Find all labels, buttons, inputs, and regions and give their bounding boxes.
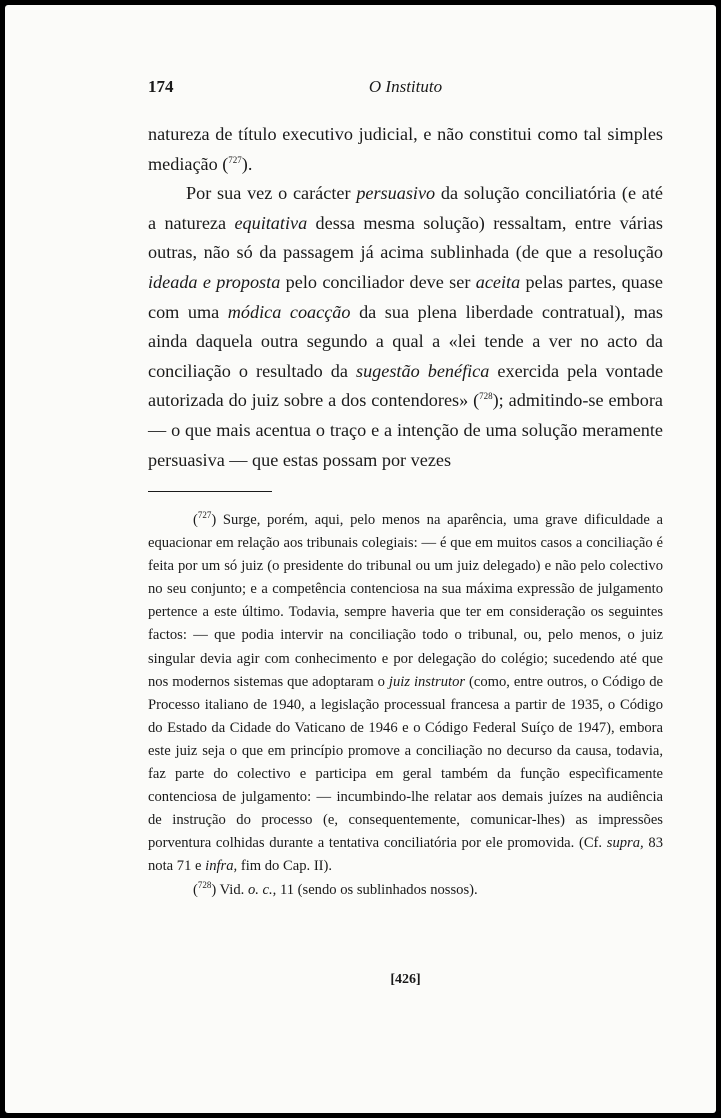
footnotes: [148, 509, 663, 902]
text-run: da solução conciliatória (e até a natureza: [148, 183, 663, 233]
main-text: [148, 120, 663, 475]
running-title: O Instituto: [368, 77, 443, 96]
italic-run: sugestão benéfica: [356, 360, 490, 381]
page-number: 174: [148, 77, 174, 96]
footnote-mark: 728: [197, 879, 212, 890]
text-run: 11 (sendo os sublinhados nossos).: [276, 881, 478, 898]
text-run: ) Vid.: [211, 881, 248, 898]
text-run: ); admitindo-se embora — o que mais acentua o traço e a intenção de uma solução meramente persuasiva — que estas possam por vezes: [148, 390, 663, 470]
text-run: pelo conciliador deve ser: [280, 271, 476, 292]
text-run: ).: [241, 153, 253, 174]
italic-run: equitativa: [234, 212, 308, 233]
italic-run: módica coacção: [227, 301, 351, 322]
page-header: [148, 77, 663, 103]
italic-run: aceita: [475, 271, 521, 292]
text-run: natureza de título executivo judicial, e não constitui como tal simples mediação (: [148, 124, 663, 174]
chapter-numeral: II: [313, 858, 324, 875]
italic-run: infra,: [205, 858, 238, 875]
text-run: (como, entre outros, o Código de Processo italiano de 1940, a legislação processual francesa a partir de 1935, o Código do Estado da Cidade do Vaticano de 1946 e o Código Federal Suíço de 1947), embora este juiz seja o que em princípio promove a conciliação no decurso da causa, todavia, faz parte do colectivo e participa em geral também da função especìficamente contenciosa de julgamento: — incumbindo-lhe relatar aos demais juízes na audiência de instrução do processo (e, consequentemente, comunicar-lhes) as impressões porventura colhidas durante a tentativa conciliatória por ele promovida. (Cf.: [148, 673, 663, 852]
text-run: (: [193, 512, 198, 528]
text-run: fim do Cap.: [237, 858, 314, 875]
text-run: da sua plena liberdade contratual), mas ainda daquela outra segundo a qual a «lei tende a ver no acto da conciliação o resultado da: [148, 301, 663, 381]
footnote-separator: [148, 491, 272, 492]
footnote-ref-728: 728: [479, 391, 493, 402]
text-run: Por sua vez o carácter: [186, 183, 357, 204]
paragraph-1: [148, 120, 663, 179]
italic-run: o. c.,: [247, 881, 277, 898]
italic-run: ideada e proposta: [148, 271, 281, 292]
text-run: pelas partes, quase com uma: [148, 271, 663, 322]
folio-number: [426]: [390, 972, 421, 987]
text-run: dessa mesma solução) ressaltam, entre várias outras, não só da passagem já acima sublinhada (de que a resolução: [148, 212, 663, 263]
text-run: ).: [323, 858, 333, 875]
text-run: exercida pela vontade autorizada do juiz sobre a dos contendores» (: [148, 360, 664, 411]
footnote-727: [148, 509, 663, 879]
paragraph-2: [148, 179, 663, 475]
text-run: 83 nota 71 e: [148, 835, 663, 875]
text-run: (: [193, 881, 198, 898]
book-page: [5, 5, 716, 1113]
footnote-mark: 727: [197, 510, 212, 521]
footnote-ref-727: 727: [228, 154, 242, 165]
italic-run: juiz instrutor: [388, 673, 466, 690]
italic-run: persuasivo: [356, 183, 436, 204]
footnote-728: [148, 879, 663, 902]
italic-run: supra,: [606, 835, 644, 852]
text-run: ) Surge, porém, aqui, pelo menos na aparência, uma grave dificuldade a equacionar em relação aos tribunais colegiais: — é que em muitos casos a conciliação é feita por um só juiz (o presidente do tribunal ou um juiz delegado) e não pelo colectivo no seu conjunto; e a competência contenciosa na sua máxima expressão de julgamento pertence a este último. Todavia, sempre haveria que ter em consideração os seguintes factos: — que podia intervir na conciliação todo o tribunal, ou, pelo menos, o juiz singular devia agir com conhecimento e por delegação do colégio; sucedendo até que nos modernos sistemas que adoptaram o: [148, 512, 663, 690]
